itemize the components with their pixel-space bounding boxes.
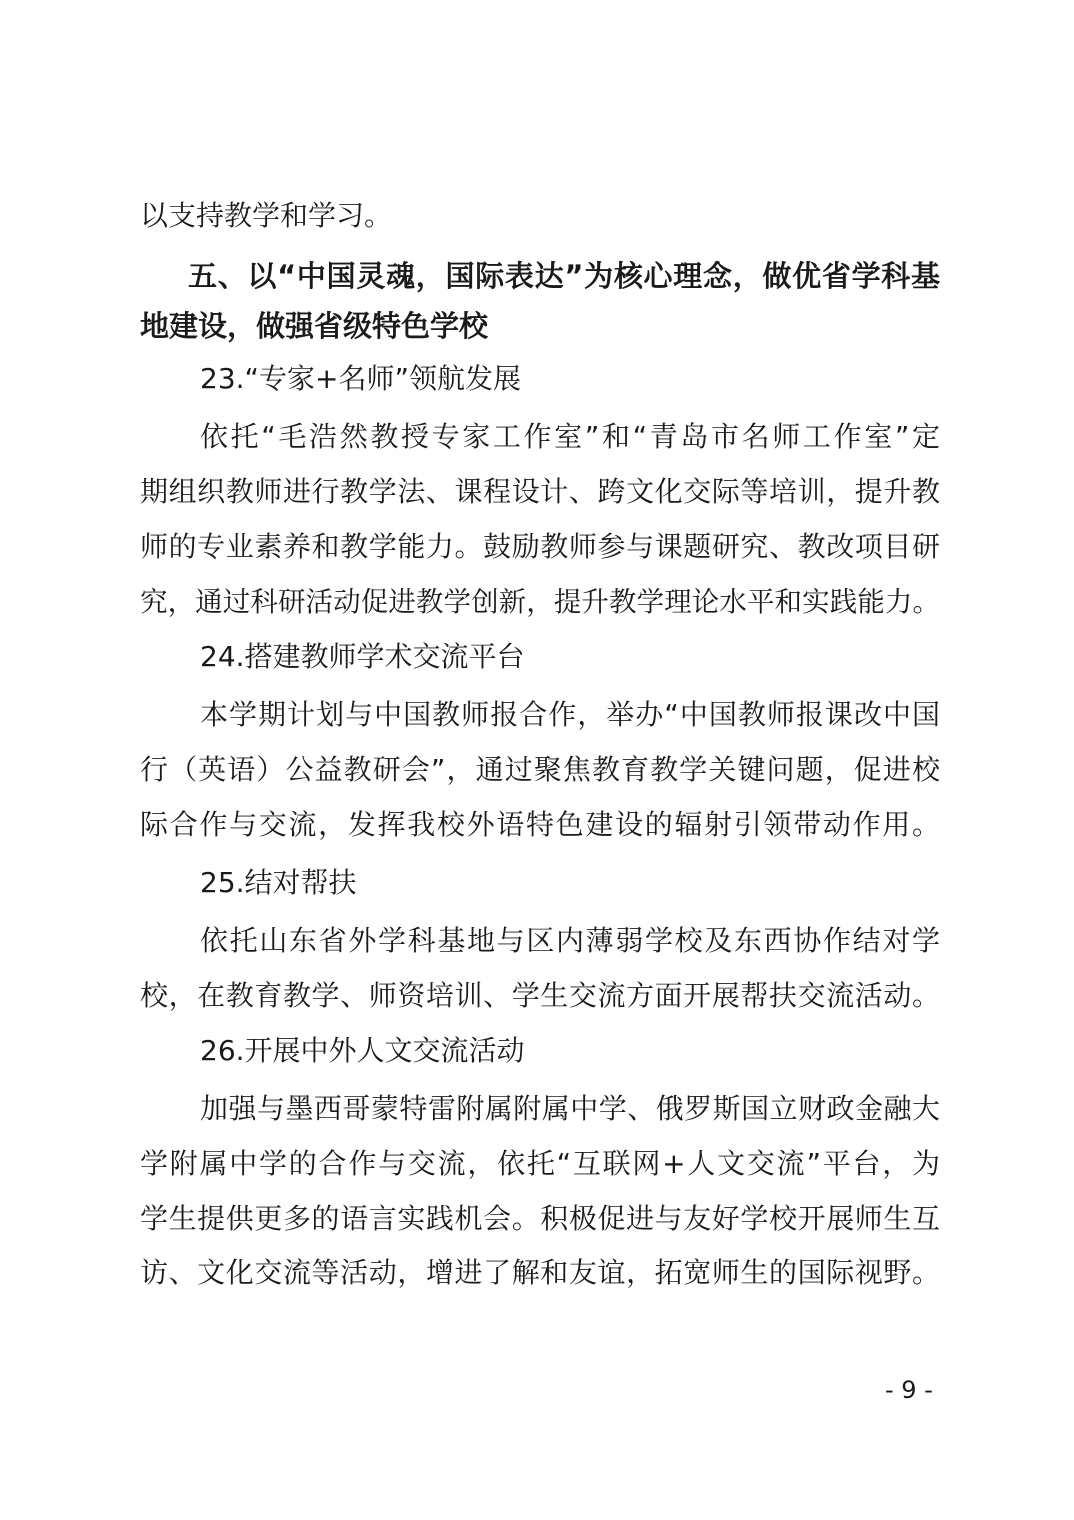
paragraph-line: 际合作与交流，发挥我校外语特色建设的辐射引领带动作用。 <box>140 808 940 841</box>
paragraph-line: 依托“毛浩然教授专家工作室”和“青岛市名师工作室”定 <box>200 420 940 453</box>
section-heading: 地建设，做强省级特色学校 <box>140 309 489 343</box>
paragraph-line: 访、文化交流等活动，增进了解和友谊，拓宽师生的国际视野。 <box>140 1256 940 1289</box>
paragraph-line: 本学期计划与中国教师报合作，举办“中国教师报课改中国 <box>200 698 940 731</box>
paragraph-line: 加强与墨西哥蒙特雷附属附属中学、俄罗斯国立财政金融大 <box>200 1092 940 1125</box>
paragraph-line: 依托山东省外学科基地与区内薄弱学校及东西协作结对学 <box>200 924 940 957</box>
paragraph-line: 究，通过科研活动促进教学创新，提升教学理论水平和实践能力。 <box>140 586 940 618</box>
paragraph-line: 学附属中学的合作与交流，依托“互联网+人文交流”平台，为 <box>140 1147 940 1180</box>
paragraph-line: 以支持教学和学习。 <box>140 199 393 232</box>
section-heading: 五、以“中国灵魂，国际表达”为核心理念，做优省学科基 <box>188 259 940 293</box>
paragraph-line: 期组织教师进行教学法、课程设计、跨文化交际等培训，提升教 <box>140 475 940 508</box>
paragraph-line: 行（英语）公益教研会”，通过聚焦教育教学关键问题，促进校 <box>140 753 940 786</box>
paragraph-line: 校，在教育教学、师资培训、学生交流方面开展帮扶交流活动。 <box>140 979 940 1012</box>
subsection-heading: 26.开展中外人文交流活动 <box>200 1034 525 1067</box>
paragraph-line: 师的专业素养和教学能力。鼓励教师参与课题研究、教改项目研 <box>140 530 940 563</box>
page-number: - 9 - <box>885 1376 933 1404</box>
paragraph-line: 学生提供更多的语言实践机会。积极促进与友好学校开展师生互 <box>140 1202 940 1235</box>
subsection-heading: 23.“专家+名师”领航发展 <box>200 362 522 395</box>
subsection-heading: 24.搭建教师学术交流平台 <box>200 640 525 673</box>
subsection-heading: 25.结对帮扶 <box>200 866 357 899</box>
